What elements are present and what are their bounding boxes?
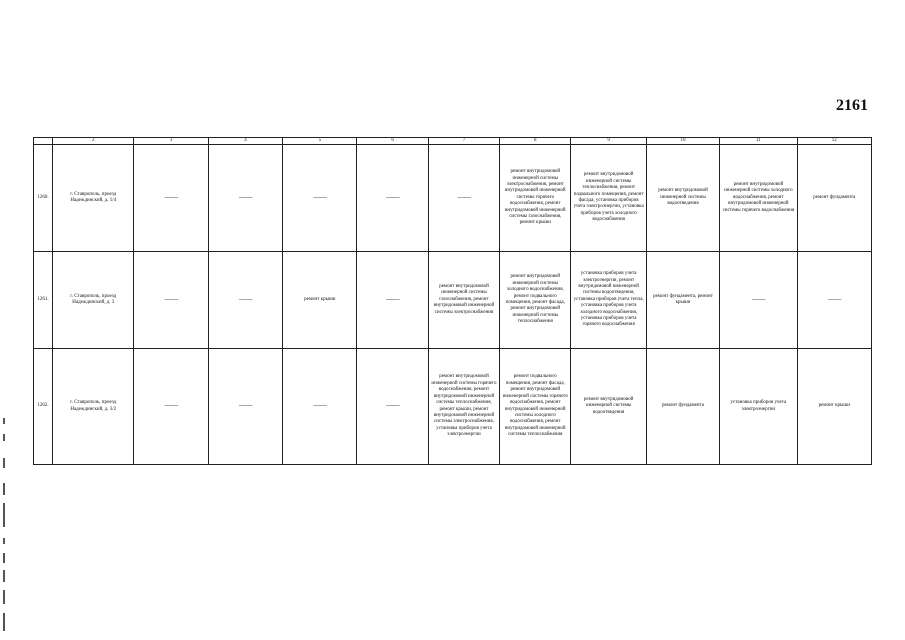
header-cell: 10 [646,138,719,145]
header-row [34,138,872,145]
dash-mark: —— [827,294,841,303]
table-cell: ремонт внутридомовой инженерной системы холодного водоснабжения, ремонт подвального помещения, ремонт фасада, ремонт внутридомовой инженерной системы теплоснабжения [500,252,571,349]
header-cell: 2 [53,138,134,145]
dash-mark: —— [238,401,252,410]
address-cell: г. Ставрополь, проезд Надеждинский, д. 1/4 [53,145,134,252]
row-number: 1261. [34,252,53,349]
table-cell [428,145,499,252]
scan-mark [3,553,5,563]
dash-mark: —— [457,192,471,201]
dash-mark: —— [238,192,252,201]
table-cell: ремонт внутридомовой инженерной системы водоотведения [571,349,646,465]
scan-mark [3,570,5,582]
table-cell [208,145,282,252]
header-cell: 6 [357,138,428,145]
table-cell [283,145,357,252]
row-number: 1262. [34,349,53,465]
dash-mark: —— [386,401,400,410]
scan-mark [3,613,5,631]
table-cell [283,349,357,465]
table-cell: ремонт внутридомовой инженерной системы электроснабжения, ремонт внутридомовой инженерной системы горячего водоснабжения, ремонт внутридомовой инженерной системы газоснабжения, ремонт крыши [500,145,571,252]
table-cell [720,252,797,349]
table-cell [134,145,208,252]
table-cell [134,349,208,465]
table-cell [208,349,282,465]
table-cell [357,145,428,252]
table-cell [357,349,428,465]
header-cell: 8 [500,138,571,145]
header-cell [34,138,53,145]
dash-mark: —— [751,294,765,303]
scan-mark [3,538,5,544]
dash-mark: —— [164,294,178,303]
table-cell [357,252,428,349]
header-cell: 3 [134,138,208,145]
dash-mark: —— [164,192,178,201]
scan-mark [3,483,5,495]
table-cell: ремонт внутридомовой инженерной системы водоотведения [646,145,719,252]
header-cell: 12 [797,138,871,145]
table-cell: ремонт внутридомовой инженерной системы горячего водоснабжения, ремонт внутридомовой инженерной системы теплоснабжения, ремонт крыши, ремонт внутридомовой инженерной системы электроснабжения, установка приборов учета электроэнергии [428,349,499,465]
dash-mark: —— [386,294,400,303]
row-number: 1260. [34,145,53,252]
table-cell: ремонт фундамента, ремонт крыши [646,252,719,349]
dash-mark: —— [238,294,252,303]
table-cell: ремонт внутридомовой инженерной системы газоснабжения, ремонт внутридомовой инженерной системы электроснабжения [428,252,499,349]
table-row [34,145,872,252]
scan-mark [3,434,5,441]
table-cell [208,252,282,349]
page-number: 2161 [836,97,868,114]
dash-mark: —— [164,401,178,410]
address-cell: г. Ставрополь, проезд Надеждинский, д. 3/2 [53,349,134,465]
dash-mark: —— [313,401,327,410]
table-cell: ремонт подвального помещения, ремонт фасада, ремонт внутридомовой инженерной системы горячего водоснабжения, ремонт внутридомовой инженерной системы холодного водоснабжения, ремонт внутридомовой инженерной системы теплоснабжения [500,349,571,465]
table-row [34,349,872,465]
dash-mark: —— [313,192,327,201]
table-cell: ремонт фундамента [797,145,871,252]
header-cell: 5 [283,138,357,145]
table-cell: ремонт фундамента [646,349,719,465]
table-cell: установка приборов учета электроэнергии, ремонт внутридомовой инженерной системы водоотведения, установка приборов учета тепла, установка приборов учета холодного водоснабжения, установка приборов учета горячего водоснабжения [571,252,646,349]
scan-mark [3,503,5,527]
table-cell: ремонт крыши [797,349,871,465]
table-cell: ремонт внутридомовой инженерной системы теплоснабжения, ремонт подвального помещения, ремонт фасада, установка приборов учета электроэнергии, установка приборов учета холодного водоснабжения [571,145,646,252]
header-cell: 11 [720,138,797,145]
header-cell: 7 [428,138,499,145]
table-cell [134,252,208,349]
table-cell: ремонт крыши [283,252,357,349]
table-cell: ремонт внутридомовой инженерной системы холодного водоснабжения, ремонт внутридомовой инженерной системы горячего водоснабжения [720,145,797,252]
dash-mark: —— [386,192,400,201]
address-cell: г. Ставрополь, проезд Надеждинский, д. 3 [53,252,134,349]
header-cell: 4 [208,138,282,145]
table-cell: установка приборов учета электроэнергии [720,349,797,465]
table-row [34,252,872,349]
scan-edge-marks [3,418,6,633]
repair-schedule-table [33,137,872,465]
scan-mark [3,418,5,424]
table-cell [797,252,871,349]
scan-mark [3,590,5,604]
scan-mark [3,458,5,468]
header-cell: 9 [571,138,646,145]
